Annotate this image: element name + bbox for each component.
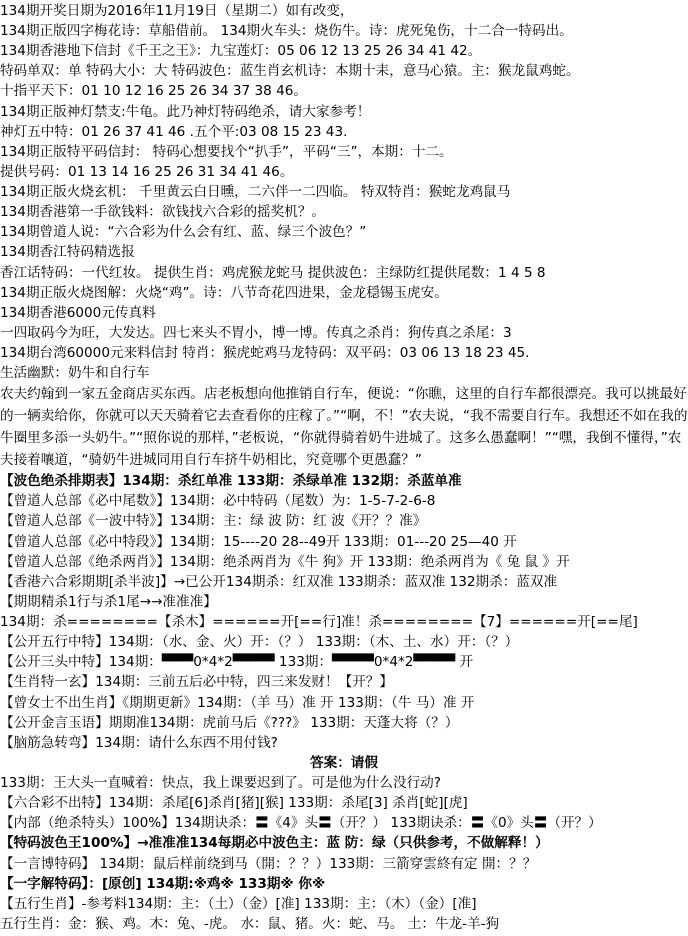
special-range-line: 【曾道人总部《必中特段》】134期：15----20 28--49开 133期：01---20 25—40 开	[0, 533, 517, 550]
taoist-said-line: 134期曾道人说：“六合彩为什么会有红、蓝、绿三个波色？”	[0, 224, 367, 241]
fax-6000-header: 134期香港6000元传真料	[0, 304, 156, 321]
no-special-line: 【六合彩不出特】134期：杀尾[6]杀肖[猪][猴] 133期：杀尾[3] 杀肖[蛇][虎]	[0, 795, 468, 812]
underground-envelope-line: 134期香港地下信封《千王之王》：九宝莲灯：05 06 12 13 25 26 34 41 42。	[0, 43, 482, 60]
fax-6000-line: 一四取码今为旺，大发达。四七来头不胃小，博一博。传真之杀肖：狗传真之杀尾：3	[0, 324, 512, 341]
taiwan-envelope-line: 134期台湾60000元来料信封 特肖：猴虎蛇鸡马龙特码：双平码：03 06 13 18 23 45.	[0, 345, 530, 362]
answer-line: 答案：请假	[310, 754, 378, 771]
draw-date-line: 134期开奖日期为2016年11月19日（星期二）如有改变，	[0, 3, 354, 19]
madam-zeng-line: 【曾女士不出生肖】《期期更新》134期：（羊 马）准 开 133期：（牛 马）准 开	[0, 694, 475, 711]
zodiac-mystery-line: 【生肖特一玄】134期：三前五后必中特，四三来发财！【开？】	[0, 674, 393, 691]
kill-row-header: 【期期精杀1行与杀1尾→→准准准】	[0, 593, 217, 610]
fire-diagram-line: 134期正版火烧图解：火烧“鸡”。诗：八节奇花四进果，金龙穏锡玉虎安。	[0, 284, 448, 301]
teaser-133-line: 133期：王大头一直喊着：快点，我上课要迟到了。可是他为什么没行动?	[0, 775, 441, 792]
golden-words-line: 【公开金言玉语】期期准134期：虎前马后《???》 133期：天蓬大将（？）	[0, 714, 459, 731]
magic-lamp-line: 134期正版神灯禁支:牛龟。此乃神灯特码绝杀，请大家参考！	[0, 103, 371, 120]
brain-teaser-line: 【脑筋急转弯】134期：请什么东西不用付钱?	[0, 734, 278, 751]
five-elements-line: 【公开五行中特】134期：（水、金、火）开：（？） 133期：（木、土、水）开：（？）	[0, 634, 519, 651]
one-word-solve-line: 【一字解特码】：[原创] 134期:※鸡※ 133期※ 你※	[0, 875, 326, 892]
humor-title: 生活幽默：奶牛和自行车	[0, 365, 150, 382]
ten-fingers-line: 十指平天下：01 10 12 16 25 26 34 37 38 46。	[0, 83, 308, 100]
wave-king-line: 【特码波色王100%】→准准准134每期必中波色主：蓝 防：绿（只供参考，不做解释！）	[0, 835, 549, 852]
first-hand-line: 134期香港第一手欲钱料：欲钱找六合彩的摇奖机？。	[0, 204, 326, 221]
five-element-list-line: 五行生肖：金：猴、鸡。木：兔、-虎。 水：鼠、猪。火：蛇、马。 土：牛龙-羊-狗	[0, 915, 500, 932]
xiangjiang-line: 香江话特码：一代红妆。 提供生肖：鸡虎猴龙蛇马 提供波色：主绿防红提供尾数：1 4 5 8	[0, 264, 546, 281]
five-element-zodiac-line: 【五行生肖】-参考料134期：主：（土）（金）[准] 133期：主：（木）（金）[准]	[0, 895, 477, 912]
one-word-bet-line: 【一言博特码】 134期：鼠后样前绕到马（開：？？）133期：三箭穿雲終有定 開：？？	[0, 855, 537, 872]
tail-number-line: 【曾道人总部《必中尾数》】134期：必中特码（尾数）为：1-5-7-2-6-8	[0, 493, 436, 510]
one-wave-line: 【曾道人总部《一波中特》】134期：主：绿 波 防：红 波《开？？准》	[0, 513, 427, 530]
provided-numbers-line: 提供号码：01 13 14 16 25 26 31 34 41 46。	[0, 163, 294, 180]
three-heads-line: 【公开三头中特】134期：▀▀▀0*4*2▀▀▀▀ 133期：▀▀▀▀0*4*2▀▀▀▀ 开	[0, 654, 474, 671]
xiangjiang-header: 134期香江特码精选报	[0, 244, 135, 261]
fire-mystery-line: 134期正版火烧玄机： 千里黄云白日曛，二六伴一二四临。 特双特肖：猴蛇龙鸡鼠马	[0, 184, 511, 201]
kill-row-line: 134期：杀========【杀木】======开[==行]准！杀========【7】======开[==尾]	[0, 614, 638, 631]
magic-lamp-numbers-line: 神灯五中特：01 26 37 41 46 .五个平:03 08 15 23 43.	[0, 123, 348, 140]
envelope-riddle-line: 134期正版特平码信封： 特码心想要找个“扒手”，平码“三”，本期：十二。	[0, 143, 453, 160]
humor-story: 农夫约翰到一家五金商店买东西。店老板想向他推销自行车，便说：“你瞧，这里的自行车都很漂亮。我可以挑最好的一辆卖给你，你就可以天天骑着它去查看你的庄稼了。”“啊，不！”农夫说，“我不需要自行车。我想还不如在我的牛圈里多添一头奶牛。”“照你说的那样，”老板说，“你就得骑着奶牛进城了。这多么愚蠢啊！”“嘿，我倒不懂得，”农夫接着嚷道，“骑奶牛进城同用自行车挤牛奶相比，究竟哪个更愚蠢？”	[0, 386, 688, 469]
half-wave-line: 【香港六合彩期期[杀半波]】→已公开134期杀：红双准 133期杀：蓝双准 132期杀：蓝双准	[0, 573, 558, 590]
plum-poem-line: 134期正版四字梅花诗：草船借前。 134期火车头：烧伤牛。诗：虎死兔伤，十二合一特码出。	[0, 23, 573, 40]
color-kill-line: 【波色绝杀排期表】134期：杀红单准 133期：杀绿单准 132期：杀蓝单准	[0, 473, 462, 490]
internal-kill-line: 【内部（绝杀特头）100%】134期诀杀：〓《4》头〓（开？） 133期诀杀：〓《0》头〓（开？）	[0, 815, 602, 832]
kill-two-zodiac-line: 【曾道人总部《绝杀两肖》】134期：绝杀两肖为《牛 狗》开 133期：绝杀两肖为《 兔 鼠 》开	[0, 553, 570, 570]
special-code-line: 特码单双：单 特码大小：大 特码波色：蓝生肖玄机诗：本期十耒，意马心猿。主：猴龙鼠鸡蛇。	[0, 63, 580, 80]
